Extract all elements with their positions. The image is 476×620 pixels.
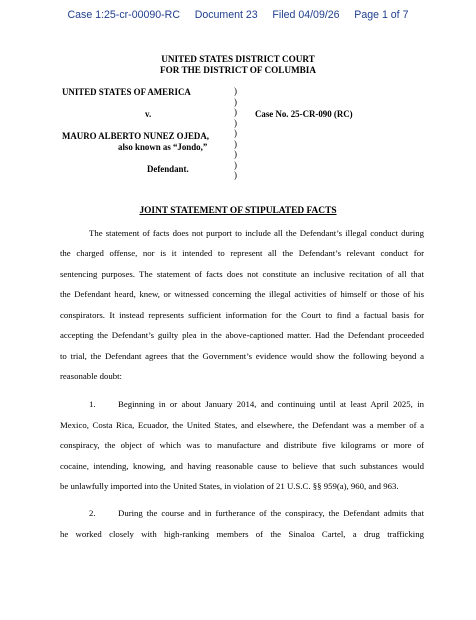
case-number: Case No. 25-CR-090 (RC) xyxy=(255,109,353,119)
caption-defendant-name: MAURO ALBERTO NUNEZ OJEDA, xyxy=(62,131,209,141)
body-line: accepting the Defendant’s guilty plea in the above-captioned matter. Had the Defendant proceeded xyxy=(60,330,424,340)
document-title: JOINT STATEMENT OF STIPULATED FACTS xyxy=(139,206,337,216)
court-name-line2: FOR THE DISTRICT OF COLUMBIA xyxy=(159,65,317,75)
caption-versus: v. xyxy=(145,109,152,119)
court-name-line1: UNITED STATES DISTRICT COURT xyxy=(161,54,315,64)
caption-paren: ) xyxy=(234,128,237,138)
body-line: reasonable doubt: xyxy=(60,371,122,381)
paragraph-number: 2. xyxy=(89,508,96,518)
caption-paren: ) xyxy=(234,159,237,170)
body-line: conspiracy, the object of which was to manufacture and distribute five kilograms or more of xyxy=(60,440,424,450)
caption-paren: ) xyxy=(234,170,237,180)
body-line: Mexico, Costa Rica, Ecuador, the United States, and elsewhere, the Defendant was a member of a xyxy=(60,419,424,430)
body-line: be unlawfully imported into the United States, in violation of 21 U.S.C. §§ 959(a), 960, and 963. xyxy=(60,481,399,491)
body-line: the Defendant heard, knew, or witnessed concerning the illegal activities of himself or those of his xyxy=(60,289,424,299)
body-line: During the course and in furtherance of the conspiracy, the Defendant admits that xyxy=(118,508,424,518)
caption-paren: ) xyxy=(234,107,237,117)
caption-paren: ) xyxy=(234,96,237,107)
caption-alias: also known as “Jondo,” xyxy=(118,142,208,152)
body-line: sentencing purposes. The statement of facts does not constitute an inclusive recitation of all that xyxy=(60,268,424,279)
body-line: The statement of facts does not purport to include all the Defendant’s illegal conduct during xyxy=(89,228,424,238)
body-line: he worked closely with high-ranking members of the Sinaloa Cartel, a drug trafficking xyxy=(60,528,424,539)
filing-header: Case 1:25-cr-00090-RC Document 23 Filed 04/09/26 Page 1 of 7 xyxy=(67,9,409,21)
caption-paren: ) xyxy=(234,138,237,149)
caption-plaintiff: UNITED STATES OF AMERICA xyxy=(62,87,191,97)
caption-defendant-role: Defendant. xyxy=(147,164,189,174)
body-line: conspirators. It instead represents sufficient information for the Court to find a factual basis for xyxy=(60,309,424,320)
body-line: to trial, the Defendant agrees that the Government’s evidence would show the following beyond a xyxy=(60,350,424,361)
body-line: Beginning in or about January 2014, and continuing until at least April 2025, in xyxy=(118,399,424,409)
caption-paren: ) xyxy=(234,117,237,128)
caption-paren: ) xyxy=(234,86,237,96)
body-line: cocaine, intending, knowing, and having reasonable cause to believe that such substances would xyxy=(60,460,424,471)
paragraph-number: 1. xyxy=(89,399,96,409)
body-line: the charged offense, nor is it intended to represent all the Defendant’s relevant conduct for xyxy=(60,248,424,258)
caption-paren: ) xyxy=(234,149,237,159)
